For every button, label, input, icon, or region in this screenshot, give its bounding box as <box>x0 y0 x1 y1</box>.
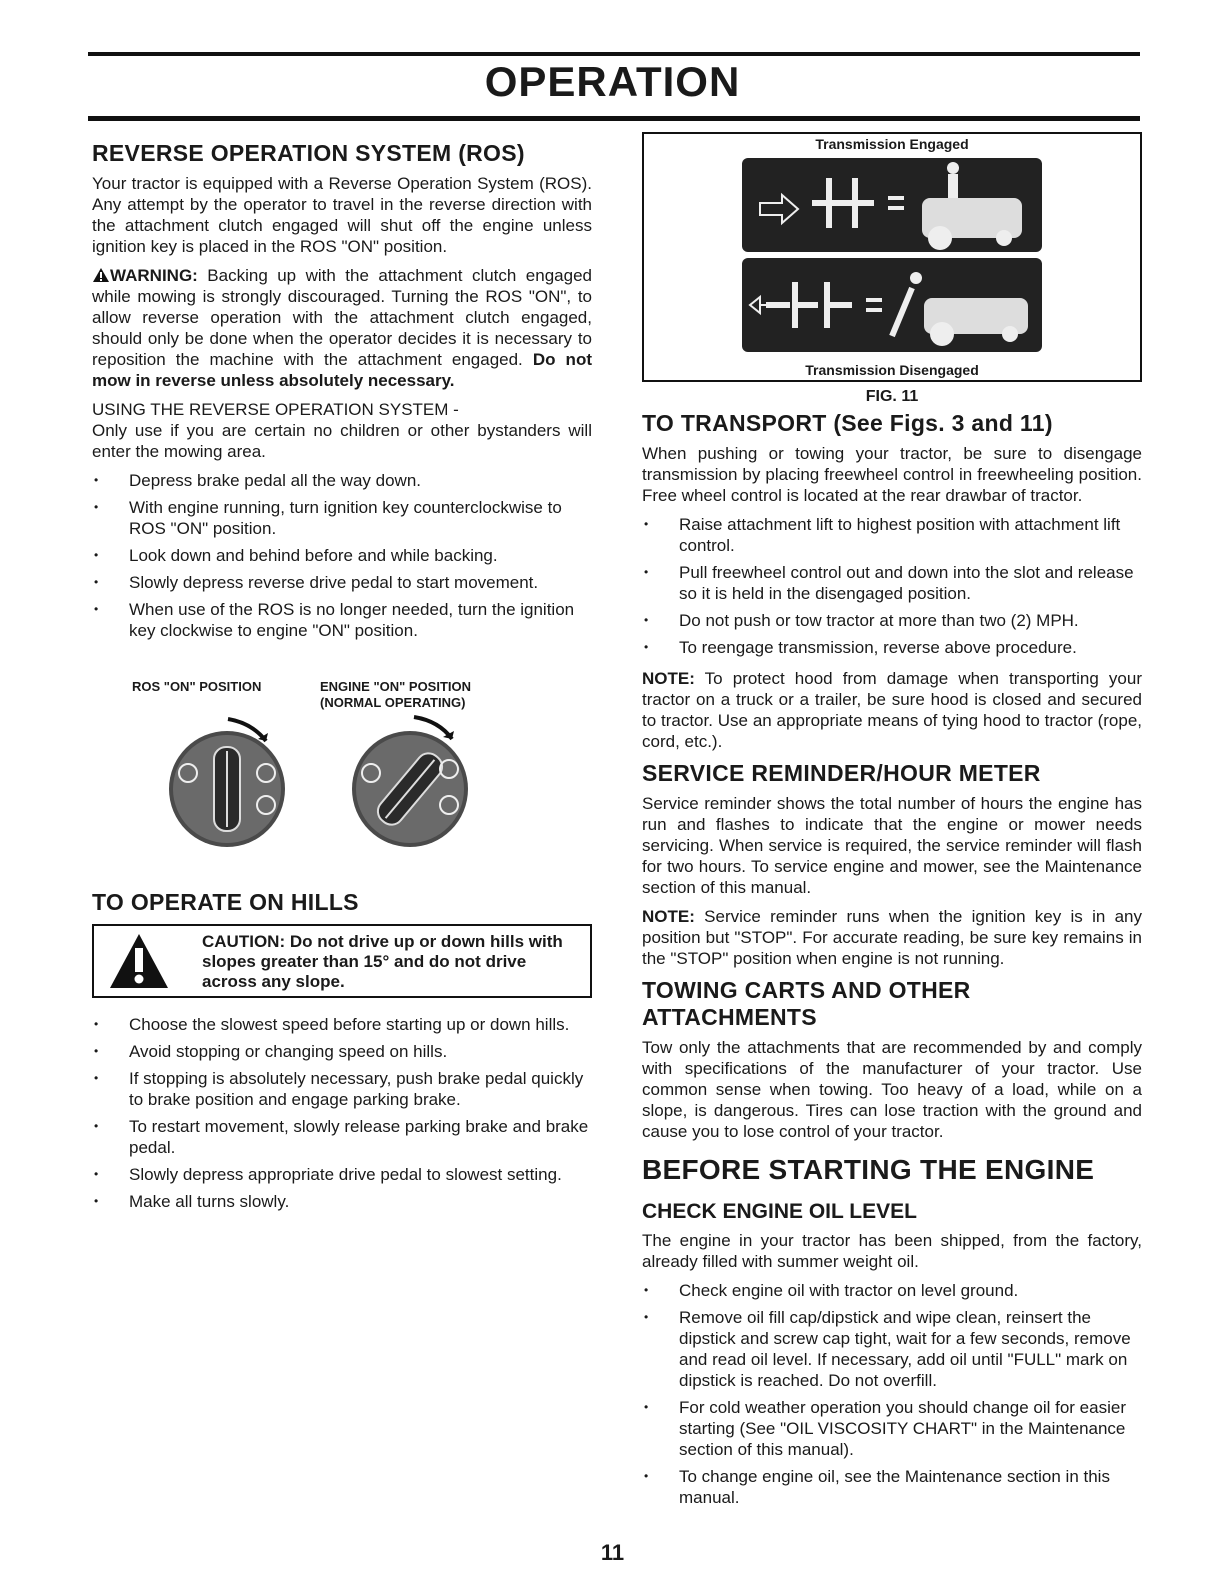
note-label: NOTE: <box>642 669 695 688</box>
list-item: • Slowly depress reverse drive pedal to start movement. <box>92 572 592 593</box>
caution-text: CAUTION: Do not drive up or down hills with slopes greater than 15° and do not drive across any slope. <box>202 932 563 991</box>
list-item: • Slowly depress appropriate drive pedal to slowest setting. <box>92 1164 592 1185</box>
ros-steps <box>92 470 592 641</box>
page-number: 11 <box>600 1540 625 1565</box>
warning-text: Backing up with the attachment clutch engaged while mowing is strongly discouraged. Turning the ROS "ON", to allow reverse operation with the attachment clutch engaged, should only be done when the operator decides it is necessary to reposition the machine with the attachment engaged. <box>92 266 592 369</box>
transmission-disengaged-caption: Transmission Disengaged <box>805 362 979 378</box>
service-heading: SERVICE REMINDER/HOUR METER <box>642 760 1041 786</box>
hills-heading: TO OPERATE ON HILLS <box>92 889 359 915</box>
list-item: • Look down and behind before and while backing. <box>92 545 592 566</box>
transport-heading: TO TRANSPORT (See Figs. 3 and 11) <box>642 410 1053 436</box>
transmission-figure <box>642 132 1142 382</box>
check-oil-heading: CHECK ENGINE OIL LEVEL <box>642 1200 917 1223</box>
engine-on-dial-icon <box>344 709 484 859</box>
transport-note <box>642 668 1142 752</box>
ros-on-label: ROS "ON" POSITION <box>132 679 262 694</box>
note-text: To protect hood from damage when transporting your tractor on a truck or a trailer, be sure hood is closed and secured to tractor. Use an appropriate means of tying hood to tractor (rope, cord, etc.). <box>642 669 1142 751</box>
warning-icon <box>92 267 110 283</box>
warning-label: WARNING: <box>110 266 198 285</box>
before-starting-heading: BEFORE STARTING THE ENGINE <box>642 1154 1095 1185</box>
towing-heading: TOWING CARTS AND OTHER ATTACHMENTS <box>642 977 971 1030</box>
check-oil-steps <box>642 1280 1142 1508</box>
using-text: Only use if you are certain no children or other bystanders will enter the mowing area. <box>92 421 592 461</box>
transmission-diagram-icon <box>742 158 1042 354</box>
transmission-engaged-caption: Transmission Engaged <box>815 136 969 152</box>
list-item: • Check engine oil with tractor on level ground. <box>642 1280 1142 1301</box>
caution-box <box>92 924 592 998</box>
list-item: • Raise attachment lift to highest position with attachment lift control. <box>642 514 1142 556</box>
list-item: • Pull freewheel control out and down into the slot and release so it is held in the disengaged position. <box>642 562 1142 604</box>
service-note <box>642 906 1142 969</box>
list-item: • Depress brake pedal all the way down. <box>92 470 592 491</box>
list-item: • To restart movement, slowly release parking brake and brake pedal. <box>92 1116 592 1158</box>
hills-steps <box>92 1014 592 1212</box>
list-item: • If stopping is absolutely necessary, push brake pedal quickly to brake position and engage parking brake. <box>92 1068 592 1110</box>
service-text: Service reminder shows the total number of hours the engine has run and flashes to indicate that the engine or mower needs servicing. When service is required, the service reminder will flash for two hours. To service engine and mower, see the Maintenance section of this manual. <box>642 794 1142 897</box>
list-item: • Avoid stopping or changing speed on hills. <box>92 1041 592 1062</box>
ros-intro: Your tractor is equipped with a Reverse Operation System (ROS). Any attempt by the operator to travel in the reverse direction with the attachment clutch engaged will shut off the engine unless ignition key is placed in the ROS "ON" position. <box>92 174 592 256</box>
left-column <box>92 140 592 1222</box>
engine-on-label: ENGINE "ON" POSITION <box>320 679 472 694</box>
ignition-dials-figure <box>92 663 592 881</box>
title-underline <box>88 116 1140 121</box>
note-label: NOTE: <box>642 907 695 926</box>
note-text: Service reminder runs when the ignition key is in any position but "STOP". For accurate reading, be sure key remains in the "STOP" position when engine is not running. <box>642 907 1142 968</box>
towing-text: Tow only the attachments that are recommended by and comply with specifications of the manufacturer of your tractor. Use common sense when towing. Too heavy of a load, while on a slope, is dangerous. Tires can lose traction with the ground and cause you to lose control of your tractor. <box>642 1038 1142 1141</box>
list-item: • For cold weather operation you should change oil for easier starting (See "OIL VISCOSITY CHART" in the Maintenance section of this manual). <box>642 1397 1142 1460</box>
ros-warning <box>92 265 592 391</box>
list-item: • Do not push or tow tractor at more than two (2) MPH. <box>642 610 1142 631</box>
right-column <box>642 136 1142 1518</box>
top-rule <box>88 52 1140 56</box>
check-oil-intro: The engine in your tractor has been shipped, from the factory, already filled with summer weight oil. <box>642 1231 1142 1271</box>
figure-label: FIG. 11 <box>865 388 919 405</box>
ros-dial-icon <box>162 711 292 851</box>
list-item: • Remove oil fill cap/dipstick and wipe clean, reinsert the dipstick and screw cap tight, wait for a few seconds, remove and read oil level. If necessary, add oil until "FULL" mark on dipstick is reached. Do not overfill. <box>642 1307 1142 1391</box>
page-title: OPERATION <box>484 58 741 105</box>
list-item: • Make all turns slowly. <box>92 1191 592 1212</box>
normal-operating-label: (NORMAL OPERATING) <box>320 695 466 710</box>
warning-bold-text: Do not mow in reverse unless absolutely necessary. <box>92 350 592 390</box>
ros-heading: REVERSE OPERATION SYSTEM (ROS) <box>92 140 525 166</box>
list-item: • When use of the ROS is no longer needed, turn the ignition key clockwise to engine "ON" position. <box>92 599 592 641</box>
list-item: • With engine running, turn ignition key counterclockwise to ROS "ON" position. <box>92 497 592 539</box>
list-item: • To reengage transmission, reverse above procedure. <box>642 637 1142 658</box>
caution-icon <box>108 932 170 990</box>
transport-intro: When pushing or towing your tractor, be sure to disengage transmission by placing freewheel control in freewheeling position. Free wheel control is located at the rear drawbar of tractor. <box>642 444 1142 505</box>
transport-steps <box>642 514 1142 658</box>
list-item: • To change engine oil, see the Maintenance section in this manual. <box>642 1466 1142 1508</box>
using-heading: USING THE REVERSE OPERATION SYSTEM - <box>92 400 459 419</box>
list-item: • Choose the slowest speed before starting up or down hills. <box>92 1014 592 1035</box>
